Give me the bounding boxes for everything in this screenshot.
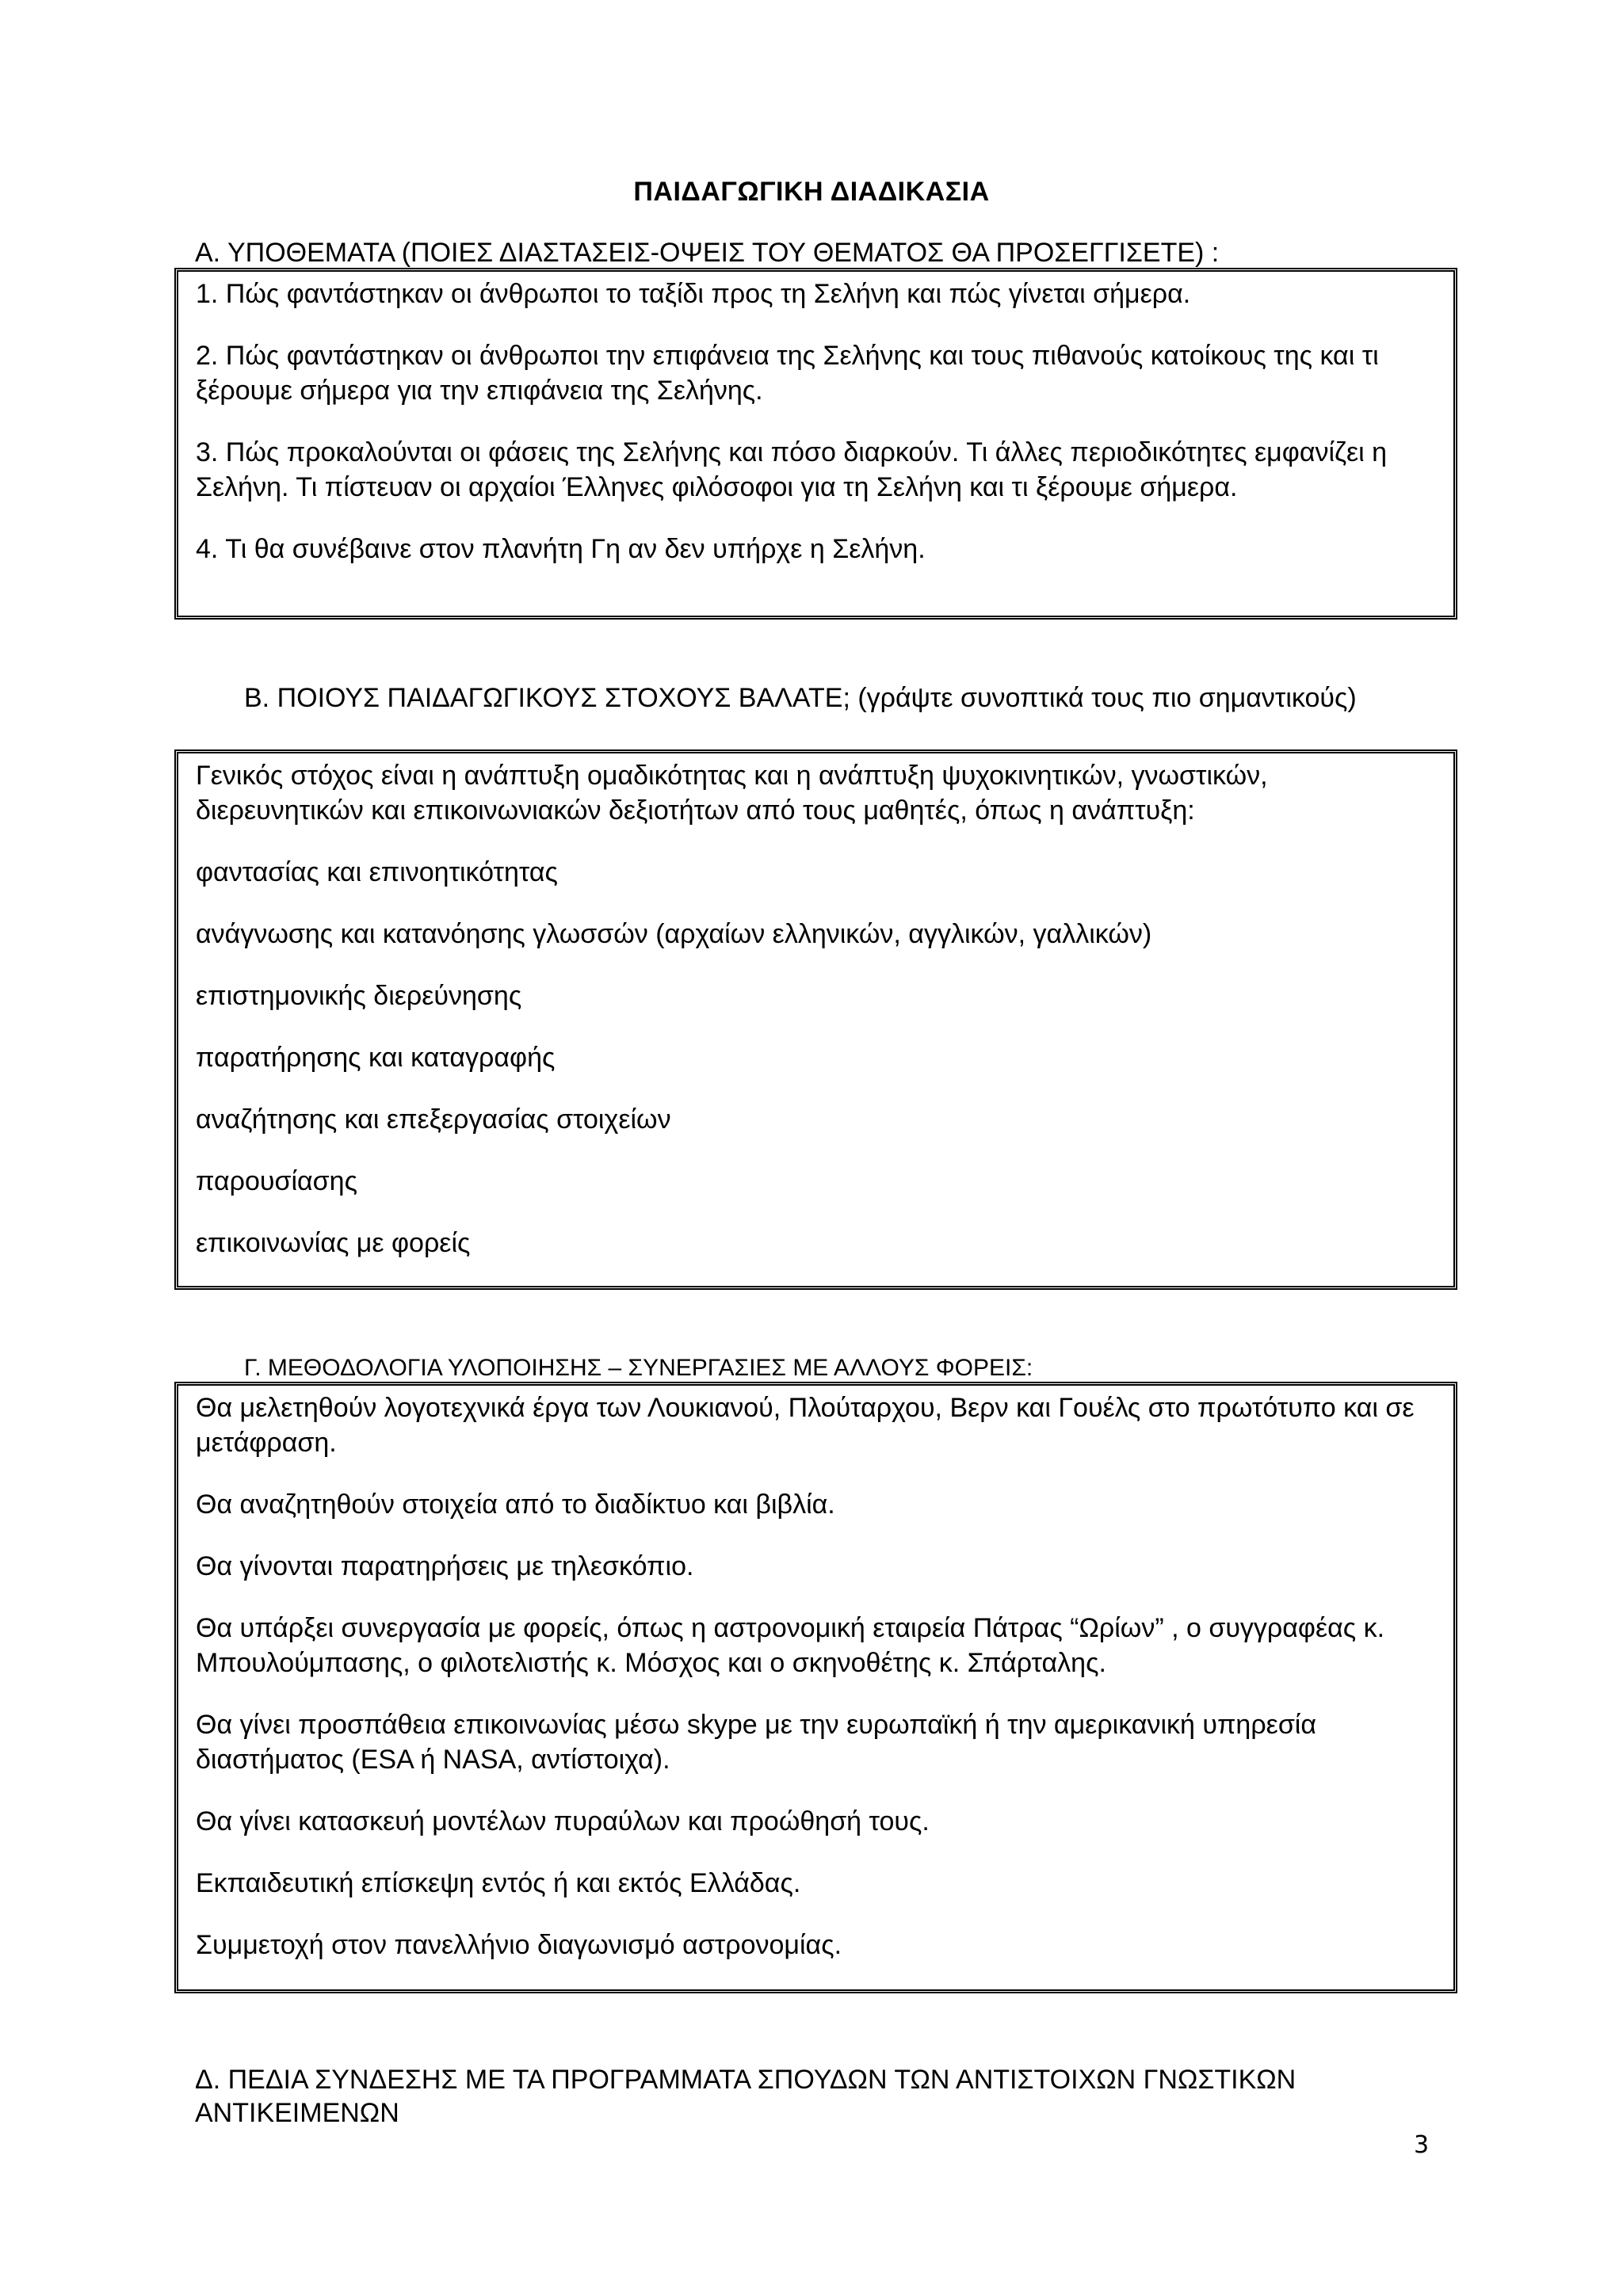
section-a-item: 3. Πώς προκαλούνται οι φάσεις της Σελήνης και πόσο διαρκούν. Τι άλλες περιοδικότητες εμφανίζει η Σελήνη. Τι πίστευαν οι αρχαίοι Έλληνες φιλόσοφοι για τη Σελήνη και τι ξέρουμε σήμερα. bbox=[196, 437, 1388, 502]
section-b-item: ανάγνωσης και κατανόησης γλωσσών (αρχαίων ελληνικών, αγγλικών, γαλλικών) bbox=[196, 919, 1152, 949]
section-b-heading: Β. ΠΟΙΟΥΣ ΠΑΙΔΑΓΩΓΙΚΟΥΣ ΣΤΟΧΟΥΣ ΒΑΛΑΤΕ; (γράψτε συνοπτικά τους πιο σημαντικούς) bbox=[244, 683, 1357, 713]
section-c-item: Θα γίνει προσπάθεια επικοινωνίας μέσω skype με την ευρωπαϊκή ή την αμερικανική υπηρεσία διαστήματος (ESA ή NASA, αντίστοιχα). bbox=[196, 1710, 1317, 1775]
section-b-item: επιστημονικής διερεύνησης bbox=[196, 981, 522, 1011]
section-b-item: αναζήτησης και επεξεργασίας στοιχείων bbox=[196, 1104, 671, 1135]
section-a-item: 2. Πώς φαντάστηκαν οι άνθρωποι την επιφάνεια της Σελήνης και τους πιθανούς κατοίκους της και τι ξέρουμε σήμερα για την επιφάνεια της Σελήνης. bbox=[196, 341, 1379, 406]
section-a-item: 4. Τι θα συνέβαινε στον πλανήτη Γη αν δεν υπήρχε η Σελήνη. bbox=[196, 534, 926, 564]
section-a-item: 1. Πώς φαντάστηκαν οι άνθρωποι το ταξίδι προς τη Σελήνη και πώς γίνεται σήμερα. bbox=[196, 279, 1191, 309]
section-c-item: Συμμετοχή στον πανελλήνιο διαγωνισμό αστρονομίας. bbox=[196, 1930, 842, 1960]
section-b-box bbox=[174, 749, 1457, 1290]
section-c-box bbox=[174, 1382, 1457, 1993]
section-b-item: φαντασίας και επινοητικότητας bbox=[196, 857, 558, 887]
section-c-item: Θα αναζητηθούν στοιχεία από το διαδίκτυο και βιβλία. bbox=[196, 1489, 835, 1520]
section-c-item: Θα γίνονται παρατηρήσεις με τηλεσκόπιο. bbox=[196, 1551, 694, 1581]
section-c-item: Θα γίνει κατασκευή μοντέλων πυραύλων και προώθησή τους. bbox=[196, 1806, 930, 1836]
section-d-heading: Δ. ΠΕΔΙΑ ΣΥΝΔΕΣΗΣ ΜΕ ΤΑ ΠΡΟΓΡΑΜΜΑΤΑ ΣΠΟΥΔΩΝ ΤΩΝ ΑΝΤΙΣΤΟΙΧΩΝ ΓΝΩΣΤΙΚΩΝ ΑΝΤΙΚΕΙΜΕΝΩΝ bbox=[195, 2065, 1296, 2128]
section-b-item: επικοινωνίας με φορείς bbox=[196, 1228, 471, 1258]
section-b-item: παρατήρησης και καταγραφής bbox=[196, 1043, 556, 1073]
document-title: ΠΑΙΔΑΓΩΓΙΚΗ ΔΙΑΔΙΚΑΣΙΑ bbox=[633, 177, 990, 207]
section-c-item: Εκπαιδευτική επίσκεψη εντός ή και εκτός Ελλάδας. bbox=[196, 1868, 801, 1898]
page-number: 3 bbox=[1414, 2131, 1430, 2159]
section-a-heading: Α. ΥΠΟΘΕΜΑΤΑ (ΠΟΙΕΣ ΔΙΑΣΤΑΣΕΙΣ-ΟΨΕΙΣ ΤΟΥ ΘΕΜΑΤΟΣ ΘΑ ΠΡΟΣΕΓΓΙΣΕΤΕ) : bbox=[195, 238, 1220, 268]
section-a-box bbox=[174, 268, 1457, 620]
section-b-item: παρουσίασης bbox=[196, 1166, 357, 1196]
section-c-heading: Γ. ΜΕΘΟΔΟΛΟΓΙΑ ΥΛΟΠΟΙΗΣΗΣ – ΣΥΝΕΡΓΑΣΙΕΣ ΜΕ ΑΛΛΟΥΣ ΦΟΡΕΙΣ: bbox=[244, 1355, 1033, 1381]
section-c-item: Θα μελετηθούν λογοτεχνικά έργα των Λουκιανού, Πλούταρχου, Βερν και Γουέλς στο πρωτότυπο και σε μετάφραση. bbox=[196, 1393, 1415, 1458]
section-c-item: Θα υπάρξει συνεργασία με φορείς, όπως η αστρονομική εταιρεία Πάτρας “Ωρίων” , ο συγγραφέας κ. Μπουλούμπασης, ο φιλοτελιστής κ. Μόσχος και ο σκηνοθέτης κ. Σπάρταλης. bbox=[196, 1613, 1385, 1678]
section-b-item: Γενικός στόχος είναι η ανάπτυξη ομαδικότητας και η ανάπτυξη ψυχοκινητικών, γνωστικών, διερευνητικών και επικοινωνιακών δεξιοτήτων από τους μαθητές, όπως η ανάπτυξη: bbox=[196, 761, 1268, 826]
